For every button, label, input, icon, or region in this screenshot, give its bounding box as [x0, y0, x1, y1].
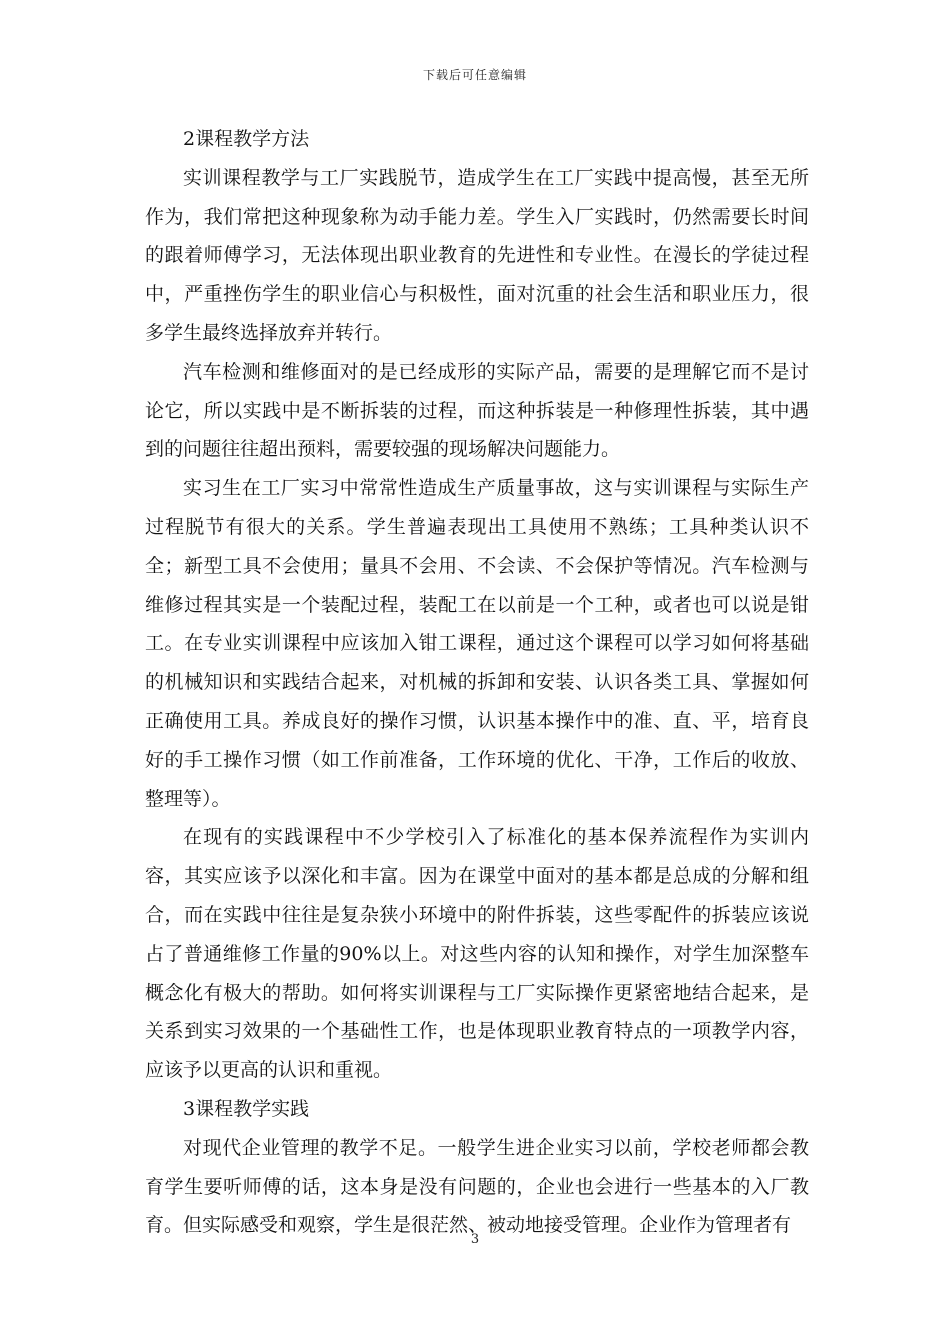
page-number: 3 [470, 1232, 480, 1247]
paragraph: 汽车检测和维修面对的是已经成形的实际产品，需要的是理解它而不是讨论它，所以实践中是不断拆装的过程，而这种拆装是一种修理性拆装，其中遇到的问题往往超出预料，需要较强的现场解决问题能力。 [145, 360, 809, 461]
section-heading-3: 3课程教学实践 [183, 1097, 310, 1120]
paragraph: 对现代企业管理的教学不足。一般学生进企业实习以前，学校老师都会教育学生要听师傅的话，这本身是没有问题的，企业也会进行一些基本的入厂教育。但实际感受和观察，学生是很茫然、被动地接受管理。企业作为管理者有 [145, 1136, 809, 1237]
section-heading-2: 2课程教学方法 [183, 128, 310, 150]
paragraph: 实训课程教学与工厂实践脱节，造成学生在工厂实践中提高慢，甚至无所作为，我们常把这种现象称为动手能力差。学生入厂实践时，仍然需要长时间的跟着师傅学习，无法体现出职业教育的先进性和专业性。在漫长的学徒过程中，严重挫伤学生的职业信心与积极性，面对沉重的社会生活和职业压力，很多学生最终选择放弃并转行。 [145, 166, 809, 344]
page-header: 下载后可任意编辑 [422, 68, 527, 82]
page-body [145, 120, 809, 1245]
paragraph: 实习生在工厂实习中常常性造成生产质量事故，这与实训课程与实际生产过程脱节有很大的关系。学生普遍表现出工具使用不熟练；工具种类认识不全；新型工具不会使用；量具不会用、不会读、不会保护等情况。汽车检测与维修过程其实是一个装配过程，装配工在以前是一个工种，或者也可以说是钳工。在专业实训课程中应该加入钳工课程，通过这个课程可以学习如何将基础的机械知识和实践结合起来，对机械的拆卸和安装、认识各类工具、掌握如何正确使用工具。养成良好的操作习惯，认识基本操作中的准、直、平，培育良好的手工操作习惯（如工作前准备，工作环境的优化、干净，工作后的收放、整理等）。 [145, 477, 809, 810]
paragraph: 在现有的实践课程中不少学校引入了标准化的基本保养流程作为实训内容，其实应该予以深化和丰富。因为在课堂中面对的基本都是总成的分解和组合，而在实践中往往是复杂狭小环境中的附件拆装，这些零配件的拆装应该说占了普通维修工作量的90%以上。对这些内容的认知和操作，对学生加深整车概念化有极大的帮助。如何将实训课程与工厂实际操作更紧密地结合起来，是关系到实习效果的一个基础性工作，也是体现职业教育特点的一项教学内容，应该予以更高的认识和重视。 [145, 826, 809, 1082]
